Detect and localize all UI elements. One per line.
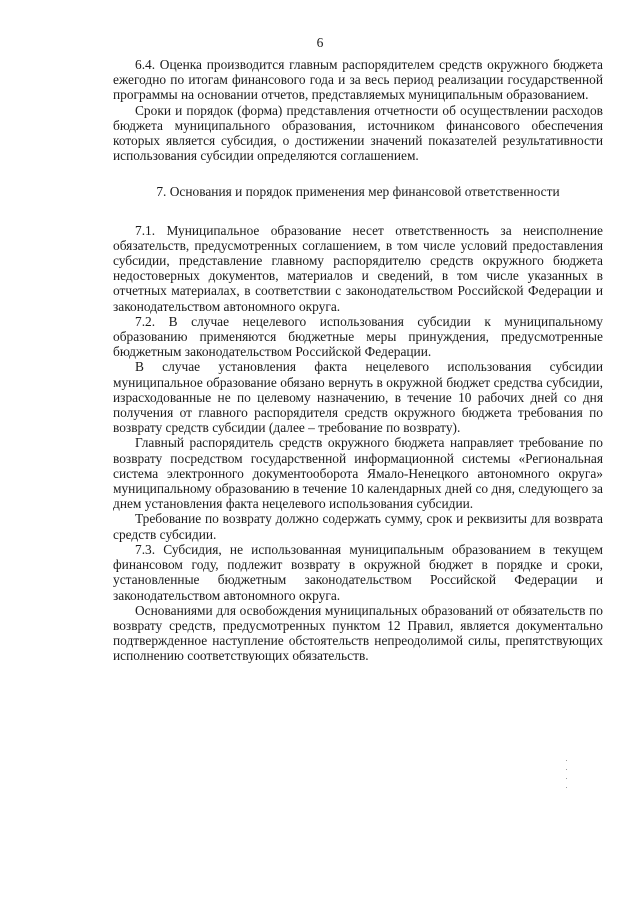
paragraph-7-3: 7.3. Субсидия, не использованная муниципальным образованием в текущем финансовом году, подлежит возврату в окружной бюджет в порядке и сроки, установленные бюджетным законодательством Российской Федерации и законодательством автономного округа. [113, 541, 603, 603]
document-body [113, 57, 603, 664]
paragraph-refund-request-content: Требование по возврату должно содержать сумму, срок и реквизиты для возврата средств субсидии. [113, 511, 603, 542]
paragraph-7-1: 7.1. Муниципальное образование несет ответственность за неисполнение обязательств, предусмотренных соглашением, в том числе условий предоставления субсидии, представление главному распорядителю средств окружного бюджета недостоверных документов, материалов и сведений, в том числе указанных в отчетных материалах, в соответствии с законодательством Российской Федерации и законодательством автономного округа. [113, 222, 603, 314]
paragraph-reporting-terms: Сроки и порядок (форма) представления отчетности об осуществлении расходов бюджета муниципального образования, источником финансового обеспечения которых является субсидия, о достижении значений показателей результативности использования субсидии определяются соглашением. [113, 102, 603, 164]
paragraph-exemption-grounds: Основаниями для освобождения муниципальных образований от обязательств по возврату средств, предусмотренных пунктом 12 Правил, является документально подтвержденное наступление обстоятельств непреодолимой силы, препятствующих исполнению соответствующих обязательств. [113, 602, 603, 664]
paragraph-7-2: 7.2. В случае нецелевого использования субсидии к муниципальному образованию применяются бюджетные меры принуждения, предусмотренные бюджетным законодательством Российской Федерации. [113, 313, 603, 360]
paragraph-refund-obligation: В случае установления факта нецелевого использования субсидии муниципальное образование обязано вернуть в окружной бюджет средства субсидии, израсходованные не по целевому назначению, в течение 10 рабочих дней со дня получения от главного распорядителя средств окружного бюджета требования по возврату средств субсидии (далее – требование по возврату). [113, 359, 603, 436]
paragraph-refund-request-delivery: Главный распорядитель средств окружного бюджета направляет требование по возврату посредством государственной информационной системы «Региональная система электронного документооборота Ямало-Ненецкого автономного округа» муниципальному образованию в течение 10 календарных дней со дня, следующего за днем установления факта нецелевого использования субсидии. [113, 435, 603, 512]
page-number: 6 [316, 35, 324, 50]
section-7-heading: 7. Основания и порядок применения мер финансовой ответственности [156, 184, 560, 200]
paragraph-6-4: 6.4. Оценка производится главным распорядителем средств окружного бюджета ежегодно по итогам финансового года и за весь период реализации государственной программы на основании отчетов, представляемых муниципальным образованием. [113, 57, 603, 103]
scan-artifact [566, 760, 568, 800]
